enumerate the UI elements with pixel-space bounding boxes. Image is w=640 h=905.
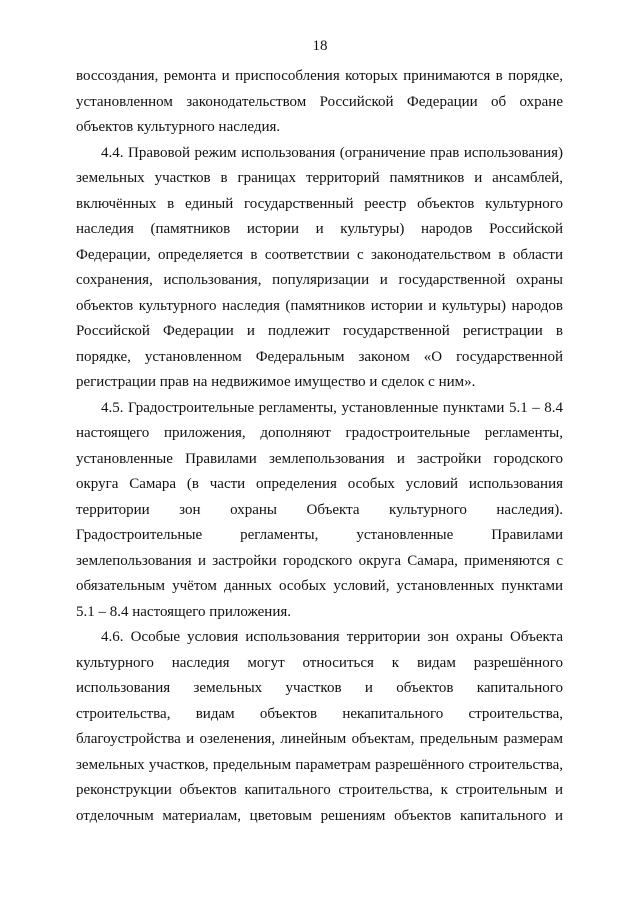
text-line: строительства, видам объектов некапитального строительства, bbox=[76, 705, 563, 722]
text-line: реконструкции объектов капитального строительства, к строительным и bbox=[76, 782, 563, 798]
text-line: объектов культурного наследия. bbox=[76, 119, 281, 135]
text-line: установленном законодательством Российской Федерации об охране bbox=[76, 93, 563, 110]
text-line: включённых в единый государственный реестр объектов культурного bbox=[76, 195, 563, 212]
text-line: 4.5. Градостроительные регламенты, установленные пунктами 5.1 – 8.4 bbox=[101, 399, 563, 416]
text-line: 4.4. Правовой режим использования (ограничение прав использования) bbox=[101, 144, 563, 161]
paragraph-4-5 bbox=[76, 396, 563, 626]
text-line: Российской Федерации и подлежит государственной регистрации в bbox=[76, 323, 563, 339]
text-line: объектов культурного наследия (памятников истории и культуры) народов bbox=[76, 297, 563, 314]
text-line: 4.6. Особые условия использования территории зон охраны Объекта bbox=[101, 629, 563, 645]
text-line: воссоздания, ремонта и приспособления которых принимаются в порядке, bbox=[76, 68, 563, 84]
text-line: 5.1 – 8.4 настоящего приложения. bbox=[76, 603, 291, 620]
text-line: отделочным материалам, цветовым решениям объектов капитального и bbox=[76, 807, 563, 824]
document-body bbox=[76, 64, 563, 829]
paragraph-continuation bbox=[76, 64, 563, 141]
text-line: обязательным учётом данных особых условий, установленных пунктами bbox=[76, 578, 563, 594]
text-line: регистрации прав на недвижимое имущество и сделок с ним». bbox=[76, 374, 476, 390]
text-line: благоустройства и озеленения, линейным объектам, предельным размерам bbox=[76, 731, 563, 747]
text-line: настоящего приложения, дополняют градостроительные регламенты, bbox=[76, 425, 563, 441]
text-line: использования земельных участков и объектов капитального bbox=[76, 680, 563, 696]
paragraph-4-6 bbox=[76, 625, 563, 829]
paragraph-4-4 bbox=[76, 141, 563, 396]
text-line: порядке, установленном Федеральным законом «О государственной bbox=[76, 348, 563, 365]
text-line: наследия (памятников истории и культуры) народов Российской bbox=[76, 221, 563, 237]
text-line: установленные Правилами землепользования и застройки городского bbox=[76, 450, 563, 467]
text-line: Градостроительные регламенты, установленные Правилами bbox=[76, 527, 563, 543]
text-line: земельных участков, предельным параметрам разрешённого строительства, bbox=[76, 756, 563, 773]
text-line: территории зон охраны Объекта культурного наследия). bbox=[76, 501, 563, 518]
text-line: землепользования и застройки городского округа Самара, применяются с bbox=[76, 552, 563, 569]
text-line: Федерации, определяется в соответствии с законодательством в области bbox=[76, 246, 563, 263]
page-number: 18 bbox=[312, 38, 328, 54]
text-line: сохранения, использования, популяризации и государственной охраны bbox=[76, 272, 563, 288]
text-line: культурного наследия могут относиться к видам разрешённого bbox=[76, 654, 563, 671]
text-line: земельных участков в границах территорий памятников и ансамблей, bbox=[76, 170, 563, 186]
text-line: округа Самара (в части определения особых условий использования bbox=[76, 476, 563, 492]
